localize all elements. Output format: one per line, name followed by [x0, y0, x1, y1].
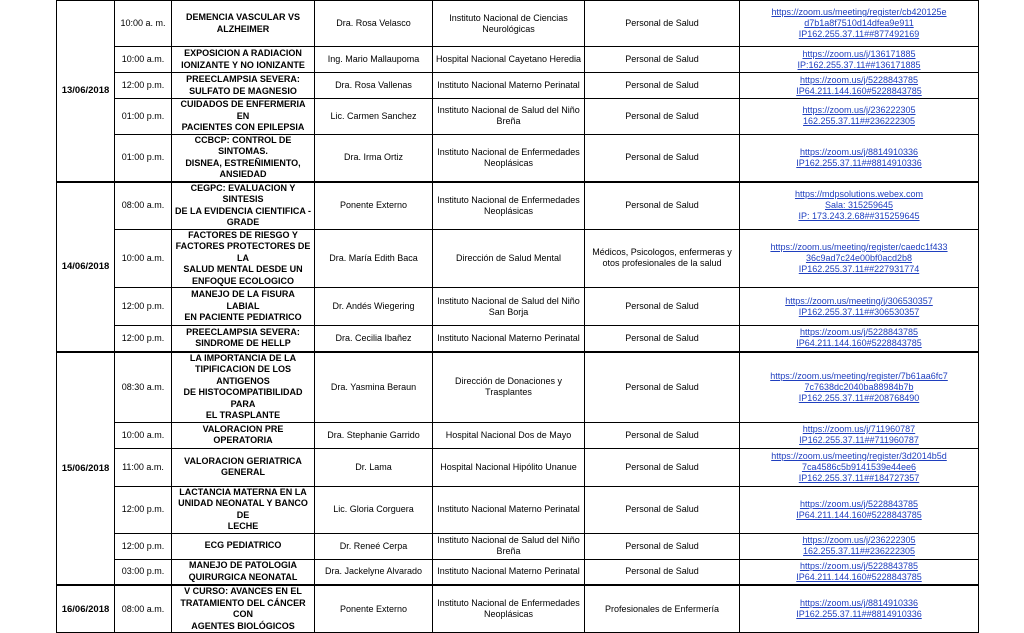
institution-cell [433, 73, 585, 99]
time-cell: 12:00 p.m. [115, 288, 172, 326]
audience-cell [585, 533, 740, 559]
topic-cell-line: SINDROME DE HELLP [195, 338, 291, 349]
topic-cell-line: DISNEA, ESTREÑIMIENTO, [185, 157, 301, 168]
institution-cell-line: Instituto Nacional Materno Perinatal [437, 332, 580, 343]
audience-cell-line: Profesionales de Enfermería [604, 603, 720, 614]
institution-cell-line: Hospital Nacional Cayetano Heredia [435, 54, 582, 64]
institution-cell [433, 352, 585, 423]
institution-cell [433, 533, 585, 559]
link-cell-line[interactable]: IP162.255.37.11##227931774 [798, 263, 920, 274]
table-row [57, 559, 979, 585]
time-cell: 08:30 a.m. [115, 352, 172, 423]
audience-cell-line: Personal de Salud [625, 54, 699, 64]
link-cell [740, 422, 979, 448]
institution-cell [433, 585, 585, 633]
topic-cell-line: PREECLAMPSIA SEVERA: [186, 326, 300, 337]
topic-cell-line: GENERAL [220, 467, 265, 477]
link-cell [740, 229, 979, 288]
institution-cell-line: Instituto Nacional de Enfermedades [437, 146, 580, 157]
link-cell-line[interactable]: IP: 173.243.2.68##315259645 [798, 211, 920, 221]
institution-cell [433, 326, 585, 352]
speaker-cell: Ponente Externo [315, 182, 433, 230]
link-cell-line[interactable]: 162.255.37.11##236222305 [803, 116, 915, 127]
audience-cell [585, 448, 740, 486]
table-row [57, 585, 979, 633]
audience-cell-line: Personal de Salud [625, 461, 699, 472]
table-row [57, 326, 979, 352]
date-cell: 14/06/2018 [57, 182, 115, 352]
table-row [57, 73, 979, 99]
institution-cell [433, 486, 585, 533]
audience-cell-line: Personal de Salud [625, 18, 699, 28]
link-cell-line[interactable]: IP64.211.144.160#5228843785 [796, 338, 922, 349]
institution-cell [433, 559, 585, 585]
topic-cell-line: EL TRASPLANTE [205, 410, 281, 420]
speaker-cell: Dra. Rosa Velasco [315, 1, 433, 47]
speaker-cell: Dra. Cecilia Ibañez [315, 326, 433, 352]
audience-cell-line: otos profesionales de la salud [602, 258, 722, 269]
topic-cell-line: ENFOQUE ECOLOGICO [191, 275, 294, 286]
topic-cell-line: FACTORES DE RIESGO Y [188, 229, 298, 240]
link-cell-line[interactable]: IP:162.255.37.11##136171885 [797, 59, 921, 70]
topic-cell-line: CEGPC: EVALUACION Y SINTESIS [190, 182, 296, 204]
link-cell-line[interactable]: https://zoom.us/j/8814910336 [799, 598, 919, 608]
audience-cell [585, 585, 740, 633]
institution-cell [433, 288, 585, 326]
topic-cell [172, 1, 315, 47]
link-cell-line[interactable]: https://zoom.us/j/5228843785 [799, 498, 919, 509]
topic-cell [172, 288, 315, 326]
institution-cell-line: Instituto Nacional Materno Perinatal [437, 80, 580, 90]
institution-cell-line: Neoplásicas [483, 609, 534, 619]
table-row [57, 533, 979, 559]
topic-cell-line: CUIDADOS DE ENFERMERIA EN [180, 99, 306, 121]
institution-cell [433, 448, 585, 486]
audience-cell [585, 1, 740, 47]
topic-cell [172, 422, 315, 448]
link-cell-line[interactable]: IP64.211.144.160#5228843785 [796, 509, 922, 520]
institution-cell [433, 182, 585, 230]
speaker-cell: Ing. Mario Mallaupoma [315, 47, 433, 73]
speaker-cell: Dra. Irma Ortiz [315, 134, 433, 182]
link-cell-line[interactable]: Sala: 315259645 [824, 200, 894, 210]
institution-cell-line: Neoplásicas [483, 157, 534, 168]
topic-cell-line: VALORACION GERIATRICA [184, 455, 302, 466]
audience-cell [585, 134, 740, 182]
link-cell-line[interactable]: https://zoom.us/j/5228843785 [799, 74, 919, 85]
time-cell: 12:00 p.m. [115, 326, 172, 352]
topic-cell-line: UNIDAD NEONATAL Y BANCO DE [178, 498, 308, 520]
link-cell [740, 585, 979, 633]
time-cell: 12:00 p.m. [115, 73, 172, 99]
topic-cell-line: DE LA EVIDENCIA CIENTIFICA - [174, 205, 311, 216]
table-row [57, 99, 979, 135]
topic-cell [172, 99, 315, 135]
table-row [57, 1, 979, 47]
schedule-body [57, 1, 979, 633]
table-row [57, 288, 979, 326]
audience-cell-line: Personal de Salud [625, 301, 699, 311]
speaker-cell: Lic. Carmen Sanchez [315, 99, 433, 135]
institution-cell-line: Hospital Nacional Hipólito Unanue [440, 461, 577, 472]
link-cell-line[interactable]: https://zoom.us/j/5228843785 [799, 327, 919, 338]
time-cell: 10:00 a. m. [115, 1, 172, 47]
table-row [57, 182, 979, 230]
topic-cell-line: DEMENCIA VASCULAR VS [185, 12, 300, 22]
speaker-cell: Dra. Jackelyne Alvarado [315, 559, 433, 585]
institution-cell-line: Dirección de Donaciones y [454, 376, 563, 386]
link-cell-line[interactable]: IP64.211.144.160#5228843785 [796, 85, 922, 96]
speaker-cell: Dr. Reneé Cerpa [315, 533, 433, 559]
topic-cell-line: IONIZANTE Y NO IONIZANTE [181, 59, 305, 70]
time-cell: 12:00 p.m. [115, 533, 172, 559]
link-cell [740, 559, 979, 585]
link-cell-line[interactable]: IP162.255.37.11##208768490 [798, 392, 920, 403]
topic-cell-line: PREECLAMPSIA SEVERA: [186, 74, 300, 84]
topic-cell [172, 352, 315, 423]
link-cell-line[interactable]: IP162.255.37.11##8814910336 [796, 609, 922, 619]
link-cell-line[interactable]: https://zoom.us/j/236222305 [802, 535, 916, 545]
topic-cell-line: SULFATO DE MAGNESIO [189, 85, 297, 96]
institution-cell-line: Instituto Nacional de Salud del Niño [437, 535, 580, 545]
time-cell: 12:00 p.m. [115, 486, 172, 533]
link-cell [740, 288, 979, 326]
link-cell-line[interactable]: https://zoom.us/j/236222305 [802, 105, 916, 116]
topic-cell [172, 134, 315, 182]
link-cell [740, 486, 979, 533]
institution-cell-line: Instituto Nacional Materno Perinatal [437, 504, 580, 514]
time-cell: 10:00 a.m. [115, 422, 172, 448]
institution-cell [433, 422, 585, 448]
link-cell [740, 1, 979, 47]
link-cell-line[interactable]: https://zoom.us/meeting/register/cb420125e [771, 7, 947, 17]
institution-cell-line: Instituto Nacional de Ciencias [449, 12, 568, 23]
link-cell-line[interactable]: 162.255.37.11##236222305 [803, 546, 915, 556]
topic-cell-line: PACIENTES CON EPILEPSIA [181, 122, 305, 132]
topic-cell-line: MANEJO DE PATOLOGIA [188, 560, 297, 571]
institution-cell-line: Neoplásicas [483, 205, 534, 216]
schedule-table [56, 0, 979, 633]
audience-cell [585, 288, 740, 326]
topic-cell [172, 229, 315, 288]
topic-cell [172, 486, 315, 533]
audience-cell-line: Personal de Salud [625, 381, 699, 392]
link-cell-line[interactable]: https://zoom.us/meeting/register/caedc1f433 [770, 241, 948, 252]
topic-cell-line: MANEJO DE LA FISURA LABIAL [191, 289, 295, 311]
institution-cell-line: Instituto Nacional de Salud del Niño [437, 105, 580, 116]
date-cell: 16/06/2018 [57, 585, 115, 633]
audience-cell [585, 73, 740, 99]
topic-cell-line: ECG PEDIATRICO [204, 540, 282, 551]
institution-cell-line: Trasplantes [485, 387, 532, 397]
link-cell-line[interactable]: https://zoom.us/meeting/register/3d2014b5d [771, 450, 947, 461]
audience-cell-line: Médicos, Psicologos, enfermeras y [592, 247, 732, 258]
institution-cell-line: Breña [496, 546, 521, 556]
link-cell-line[interactable]: IP162.255.37.11##711960787 [799, 435, 919, 445]
topic-cell [172, 585, 315, 633]
audience-cell-line: Personal de Salud [625, 566, 699, 577]
institution-cell [433, 99, 585, 135]
topic-cell-line: EN PACIENTE PEDIATRICO [184, 312, 302, 323]
link-cell [740, 182, 979, 230]
audience-cell [585, 486, 740, 533]
audience-cell-line: Personal de Salud [625, 200, 699, 210]
time-cell: 10:00 a.m. [115, 47, 172, 73]
audience-cell [585, 559, 740, 585]
institution-cell-line: Instituto Nacional de Enfermedades [437, 194, 580, 205]
table-row [57, 229, 979, 288]
topic-cell-line: VALORACION PRE OPERATORIA [202, 423, 284, 445]
topic-cell [172, 559, 315, 585]
topic-cell-line: TRATAMIENTO DEL CÁNCER CON [180, 597, 306, 619]
topic-cell-line: TIPIFICACION DE LOS ANTIGENOS [194, 364, 291, 386]
institution-cell [433, 1, 585, 47]
topic-cell-line: EXPOSICION A RADIACION [184, 48, 302, 58]
time-cell: 11:00 a.m. [115, 448, 172, 486]
topic-cell-line: V CURSO: AVANCES EN EL [184, 586, 302, 596]
time-cell: 08:00 a.m. [115, 585, 172, 633]
institution-cell-line: Instituto Nacional Materno Perinatal [437, 566, 580, 577]
speaker-cell: Dra. Rosa Vallenas [315, 73, 433, 99]
link-cell [740, 47, 979, 73]
date-cell: 15/06/2018 [57, 352, 115, 586]
link-cell-line[interactable]: https://zoom.us/j/136171885 [802, 48, 916, 59]
link-cell-line[interactable]: https://zoom.us/meeting/j/306530357 [785, 295, 933, 306]
topic-cell-line: SALUD MENTAL DESDE UN [183, 264, 303, 274]
link-cell-line[interactable]: 7c7638dc2040ba88984b7b [804, 381, 914, 392]
link-cell-line[interactable]: d7b1a8f7510d14dfea9e911 [804, 18, 914, 28]
time-cell: 03:00 p.m. [115, 559, 172, 585]
link-cell-line[interactable]: IP64.211.144.160#5228843785 [796, 571, 922, 582]
topic-cell-line: DE HISTOCOMPATIBILIDAD PARA [183, 387, 303, 409]
audience-cell-line: Personal de Salud [625, 332, 699, 343]
institution-cell [433, 134, 585, 182]
topic-cell-line: LA IMPORTANCIA DE LA [189, 352, 297, 363]
time-cell: 10:00 a.m. [115, 229, 172, 288]
schedule-sheet [56, 0, 978, 633]
audience-cell-line: Personal de Salud [625, 80, 699, 90]
audience-cell [585, 182, 740, 230]
table-row [57, 448, 979, 486]
audience-cell-line: Personal de Salud [625, 110, 699, 121]
link-cell-line[interactable]: IP162.255.37.11##306530357 [798, 306, 920, 317]
link-cell-line[interactable]: https://zoom.us/j/711960787 [802, 424, 916, 434]
audience-cell [585, 47, 740, 73]
link-cell-line[interactable]: IP162.255.37.11##184727357 [798, 472, 920, 483]
speaker-cell: Ponente Externo [315, 585, 433, 633]
audience-cell [585, 352, 740, 423]
speaker-cell: Lic. Gloria Corguera [315, 486, 433, 533]
link-cell-line[interactable]: https://zoom.us/j/5228843785 [799, 560, 919, 571]
link-cell-line[interactable]: IP162.255.37.11##8814910336 [796, 157, 922, 168]
topic-cell [172, 182, 315, 230]
topic-cell [172, 448, 315, 486]
time-cell: 01:00 p.m. [115, 134, 172, 182]
institution-cell-line: Breña [496, 116, 521, 127]
table-row [57, 134, 979, 182]
topic-cell-line: FACTORES PROTECTORES DE LA [175, 241, 311, 263]
topic-cell-line: ALZHEIMER [216, 23, 270, 34]
topic-cell [172, 533, 315, 559]
audience-cell [585, 229, 740, 288]
institution-cell-line: Neurológicas [482, 23, 535, 34]
link-cell-line[interactable]: https://zoom.us/meeting/register/7b61aa6fc7 [770, 370, 948, 381]
link-cell [740, 533, 979, 559]
audience-cell [585, 326, 740, 352]
table-row [57, 486, 979, 533]
audience-cell-line: Personal de Salud [625, 504, 699, 514]
link-cell [740, 352, 979, 423]
speaker-cell: Dr. Andés Wiegering [315, 288, 433, 326]
table-row [57, 422, 979, 448]
link-cell-line[interactable]: 36c9ad7c24e00bf0acd2b8 [805, 252, 913, 263]
audience-cell-line: Personal de Salud [625, 540, 699, 551]
link-cell-line[interactable]: https://zoom.us/j/8814910336 [799, 146, 919, 157]
topic-cell-line: AGENTES BIOLÓGICOS [191, 620, 295, 631]
link-cell [740, 99, 979, 135]
link-cell [740, 326, 979, 352]
topic-cell [172, 326, 315, 352]
speaker-cell: Dra. María Edith Baca [315, 229, 433, 288]
audience-cell-line: Personal de Salud [625, 152, 699, 162]
topic-cell-line: GRADE [226, 217, 260, 227]
institution-cell-line: Instituto Nacional de Enfermedades [437, 598, 580, 608]
table-row [57, 352, 979, 423]
table-row [57, 47, 979, 73]
time-cell: 01:00 p.m. [115, 99, 172, 135]
date-cell: 13/06/2018 [57, 1, 115, 182]
link-cell-line[interactable]: https://mdpsolutions.webex.com [794, 189, 924, 199]
link-cell-line[interactable]: 7ca4586c5b9141539e44ee6 [801, 461, 917, 472]
topic-cell [172, 47, 315, 73]
topic-cell [172, 73, 315, 99]
link-cell [740, 448, 979, 486]
institution-cell [433, 229, 585, 288]
link-cell-line[interactable]: IP162.255.37.11##877492169 [798, 29, 920, 39]
institution-cell-line: Instituto Nacional de Salud del Niño [437, 295, 580, 306]
institution-cell-line: Hospital Nacional Dos de Mayo [445, 429, 572, 440]
speaker-cell: Dra. Yasmina Beraun [315, 352, 433, 423]
topic-cell-line: LECHE [227, 521, 259, 531]
topic-cell-line: QUIRURGICA NEONATAL [188, 571, 298, 582]
audience-cell [585, 99, 740, 135]
speaker-cell: Dra. Stephanie Garrido [315, 422, 433, 448]
institution-cell [433, 47, 585, 73]
audience-cell-line: Personal de Salud [625, 429, 699, 440]
topic-cell-line: ANSIEDAD [219, 169, 267, 179]
link-cell [740, 73, 979, 99]
audience-cell [585, 422, 740, 448]
topic-cell-line: LACTANCIA MATERNA EN LA [179, 486, 307, 497]
time-cell: 08:00 a.m. [115, 182, 172, 230]
link-cell [740, 134, 979, 182]
speaker-cell: Dr. Lama [315, 448, 433, 486]
institution-cell-line: Dirección de Salud Mental [455, 252, 562, 263]
topic-cell-line: CCBCP: CONTROL DE SINTOMAS. [194, 134, 292, 156]
institution-cell-line: San Borja [488, 306, 529, 317]
